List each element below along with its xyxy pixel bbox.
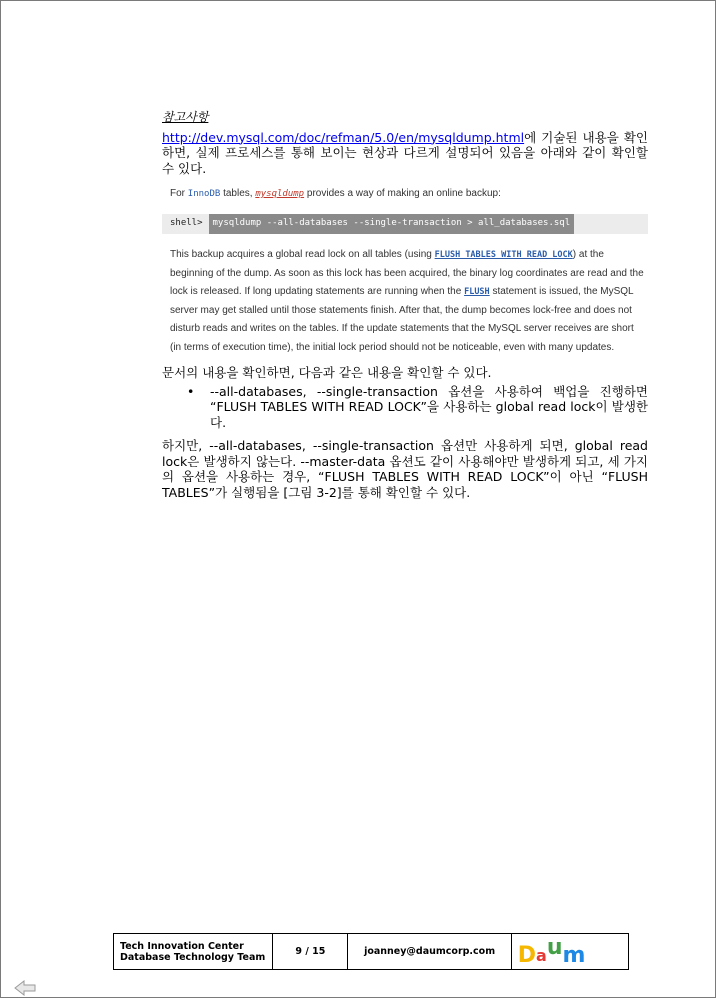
back-arrow-icon[interactable] — [14, 980, 36, 996]
documentation-excerpt-image — [162, 182, 648, 357]
document-body — [162, 110, 648, 500]
paragraph-3: 하지만, --all-databases, --single-transaction 옵션만 사용하게 되면, global read lock은 발생하지 않는다. --master-data 옵션도 같이 사용해야만 발생하게 되고, 세 가지의 옵션을 사용하는 경우, “FLUSH TABLES WITH READ LOCK”이 아닌 “FLUSH TABLES”가 실행됨을 [그림 3-2]를 통해 확인할 수 있다. — [162, 438, 648, 500]
excerpt-body — [162, 246, 646, 357]
excerpt-text: statement is issued, the MySQL server may get stalled until those statements finish. After that, the dump becomes lock-free and does not disturb reads and writes on the tables. If the update statements that the MySQL server receives are short (in terms of execution time), the initial lock period should not be noticeable, even with many updates. — [170, 286, 634, 353]
logo-letter: u — [546, 934, 563, 960]
excerpt-text: tables, — [220, 188, 256, 199]
daum-logo — [517, 934, 622, 968]
footer-org-cell — [114, 934, 273, 970]
excerpt-text: ) at the beginning of the dump. As soon as this lock has been acquired, the binary log coordinates are read and the lock is released. If long updating statements are running when the — [170, 249, 644, 297]
mysqldump-code-link: mysqldump — [255, 189, 305, 199]
logo-letter: a — [536, 945, 547, 965]
shell-example — [162, 214, 648, 234]
footer-org-line2: Database Technology Team — [120, 951, 266, 963]
footer-page-number: 9 / 15 — [273, 934, 348, 970]
shell-command: mysqldump --all-databases --single-transaction > all_databases.sql — [209, 214, 575, 234]
bullet-item — [187, 383, 648, 431]
logo-letter: m — [562, 942, 586, 968]
footer-email: joanney@daumcorp.com — [348, 934, 511, 970]
mysqldump-doc-link[interactable]: http://dev.mysql.com/doc/refman/5.0/en/mysqldump.html — [162, 129, 525, 145]
flush-code: FLUSH — [464, 287, 490, 297]
logo-letter: D — [517, 942, 537, 968]
footer-logo-cell — [511, 934, 628, 970]
excerpt-text: This backup acquires a global read lock on all tables (using — [170, 249, 435, 260]
excerpt-text: provides a way of making an online backup: — [304, 188, 501, 199]
bullet-dot: • — [187, 383, 195, 399]
footer-table — [113, 933, 629, 970]
shell-prompt: shell> — [170, 218, 203, 229]
excerpt-text: For — [170, 188, 188, 199]
reference-title: 참고사항 — [162, 110, 209, 124]
excerpt-line1 — [162, 182, 648, 204]
footer-org-line1: Tech Innovation Center — [120, 940, 244, 952]
intro-text: 에 기술된 내용을 확인하면, 실제 프로세스를 통해 보이는 현상과 다르게 설명되어 있음을 아래와 같이 확인할 수 있다. — [162, 129, 648, 176]
innodb-code: InnoDB — [187, 189, 221, 199]
bullet-list — [162, 384, 648, 431]
flush-tables-read-lock-code: FLUSH TABLES WITH READ LOCK — [434, 250, 573, 260]
intro-paragraph — [162, 130, 648, 177]
paragraph-2: 문서의 내용을 확인하면, 다음과 같은 내용을 확인할 수 있다. — [162, 365, 492, 380]
bullet-text: --all-databases, --single-transaction 옵션을 사용하여 백업을 진행하면 “FLUSH TABLES WITH READ LOCK”을 사용하는 global read lock이 발생한다. — [210, 383, 648, 430]
